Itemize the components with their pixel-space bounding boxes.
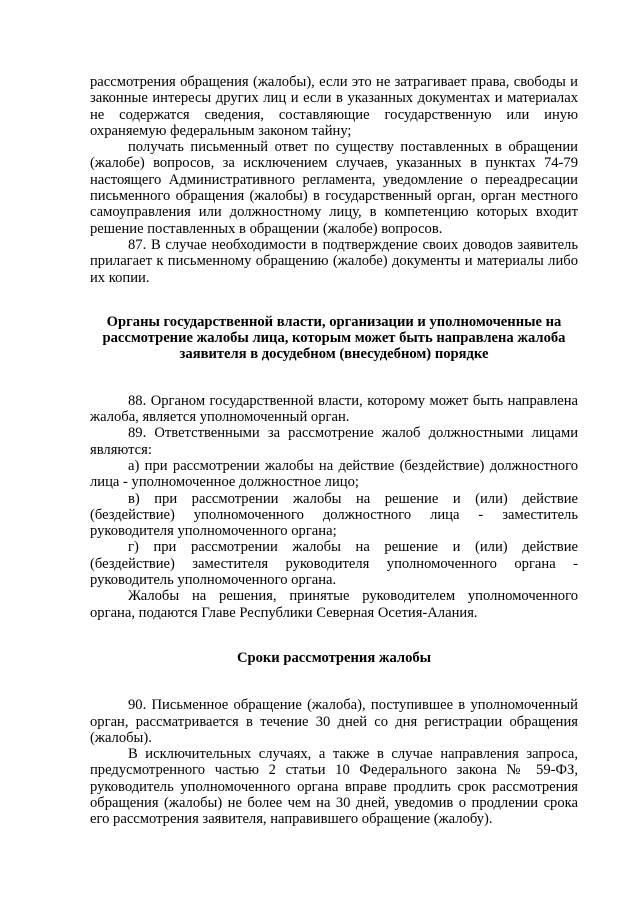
paragraph-90: 90. Письменное обращение (жалоба), поступившее в уполномоченный орган, рассматривается в течение 30 дней со дня регистрации обращения (жалобы). (90, 697, 578, 746)
section-heading-deadlines: Сроки рассмотрения жалобы (236, 649, 432, 666)
paragraph: В исключительных случаях, а также в случае направления запроса, предусмотренного частью 2 статьи 10 Федерального закона № 59-ФЗ, руководитель уполномоченного органа вправе продлить срок рассмотрения обращения (жалобы) не более чем на 30 дней, уведомив о продлении срока его рассмотрения заявителя, направившего обращение (жалобу). (90, 746, 578, 828)
paragraph-89-g: г) при рассмотрении жалобы на решение и (или) действие (бездействие) заместителя руководителя уполномоченного органа - руководитель уполномоченного органа. (90, 539, 578, 589)
paragraph-89: 89. Ответственными за рассмотрение жалоб должностными лицами являются: (90, 425, 578, 458)
paragraph-continuation: рассмотрения обращения (жалобы), если это не затрагивает права, свободы и законные интересы других лиц и если в указанных документах и материалах не содержатся сведения, составляющие государственную или иную охраняемую федеральным законом тайну; (90, 74, 578, 139)
paragraph-87: 87. В случае необходимости в подтверждение своих доводов заявитель прилагает к письменному обращению (жалобе) документы и материалы либо их копии. (90, 236, 578, 286)
paragraph-88: 88. Органом государственной власти, которому может быть направлена жалоба, является уполномоченный орган. (90, 392, 578, 426)
paragraph: получать письменный ответ по существу поставленных в обращении (жалобе) вопросов, за исключением случаев, указанных в пунктах 74-79 настоящего Административного регламента, уведомление о переадресации письменного обращения (жалобы) в государственный орган, орган местного самоуправления или должностному лицу, в компетенцию которых входит решение поставленных в обращении (жалобе) вопросов. (90, 139, 578, 237)
paragraph-89-a: а) при рассмотрении жалобы на действие (бездействие) должностного лица - уполномоченное должностное лицо; (90, 457, 578, 491)
paragraph-89-v: в) при рассмотрении жалобы на решение и (или) действие (бездействие) уполномоченного должностного лица - заместитель руководителя уполномоченного органа; (90, 490, 578, 540)
paragraph: Жалобы на решения, принятые руководителем уполномоченного органа, подаются Главе Республики Северная Осетия-Алания. (90, 588, 578, 621)
section-heading-authorities: Органы государственной власти, организации и уполномоченные на рассмотрение жалобы лица, которым может быть направлена жалоба заявителя в досудебном (внесудебном) порядке (102, 313, 566, 363)
document-body (90, 74, 578, 828)
